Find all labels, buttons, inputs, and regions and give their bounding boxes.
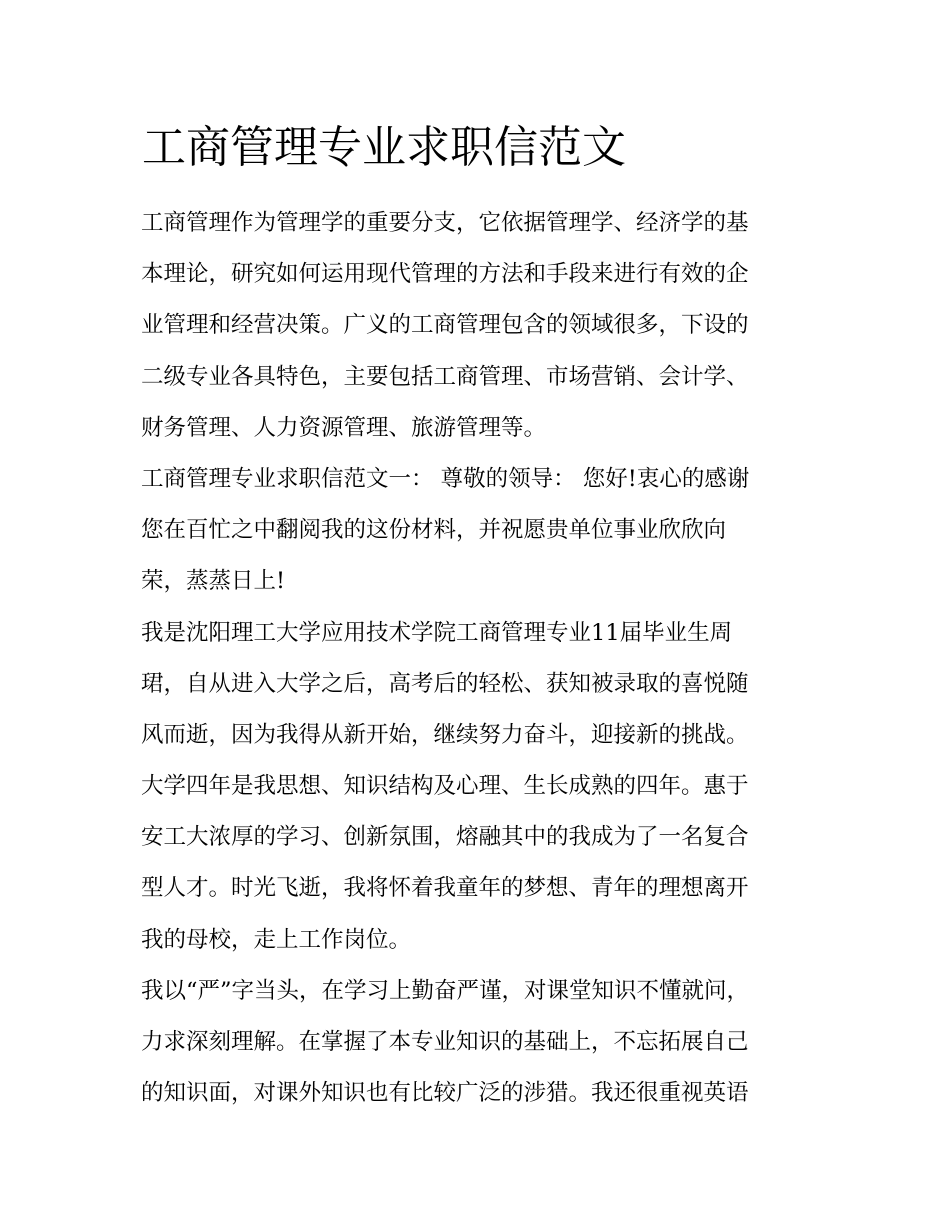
paragraph-intro — [141, 198, 817, 454]
paragraph-greeting — [141, 454, 817, 608]
text-line: 工商管理专业求职信范文一： 尊敬的领导： 您好!衷心的感谢 — [141, 465, 750, 492]
text-line: 我是沈阳理工大学应用技术学院工商管理专业11届毕业生周 — [141, 619, 733, 646]
text-line: 安工大浓厚的学习、创新氛围，熔融其中的我成为了一名复合 — [141, 824, 749, 851]
text-line: 业管理和经营决策。广义的工商管理包含的领域很多，下设的 — [141, 312, 749, 339]
text-line: 荣，蒸蒸日上! — [141, 568, 286, 595]
text-line: 本理论，研究如何运用现代管理的方法和手段来进行有效的企 — [141, 261, 749, 288]
text-line: 型人才。时光飞逝，我将怀着我童年的梦想、青年的理想离开 — [141, 875, 749, 902]
text-line: 您在百忙之中翻阅我的这份材料，并祝愿贵单位事业欣欣向 — [141, 517, 727, 544]
text-line: 风而逝，因为我得从新开始，继续努力奋斗，迎接新的挑战。 — [141, 721, 749, 748]
text-line: 我的母校，走上工作岗位。 — [141, 926, 412, 953]
text-line: 大学四年是我思想、知识结构及心理、生长成熟的四年。惠于 — [141, 773, 749, 800]
text-line: 珺，自从进入大学之后，高考后的轻松、获知被录取的喜悦随 — [141, 670, 749, 697]
text-line: 的知识面，对课外知识也有比较广泛的涉猎。我还很重视英语 — [141, 1080, 749, 1107]
paragraph-self-introduction — [141, 608, 817, 966]
paragraph-study — [141, 966, 817, 1120]
document-body — [141, 198, 817, 1119]
text-line: 我以“严”字当头，在学习上勤奋严谨，对课堂知识不懂就问， — [141, 977, 750, 1004]
text-line: 工商管理作为管理学的重要分支，它依据管理学、经济学的基 — [141, 210, 749, 236]
text-line: 力求深刻理解。在掌握了本专业知识的基础上，不忘拓展自己 — [141, 1029, 749, 1055]
text-line: 财务管理、人力资源管理、旅游管理等。 — [141, 414, 547, 441]
text-line: 二级专业各具特色，主要包括工商管理、市场营销、会计学、 — [141, 363, 749, 390]
document-title: 工商管理专业求职信范文 — [142, 122, 626, 173]
